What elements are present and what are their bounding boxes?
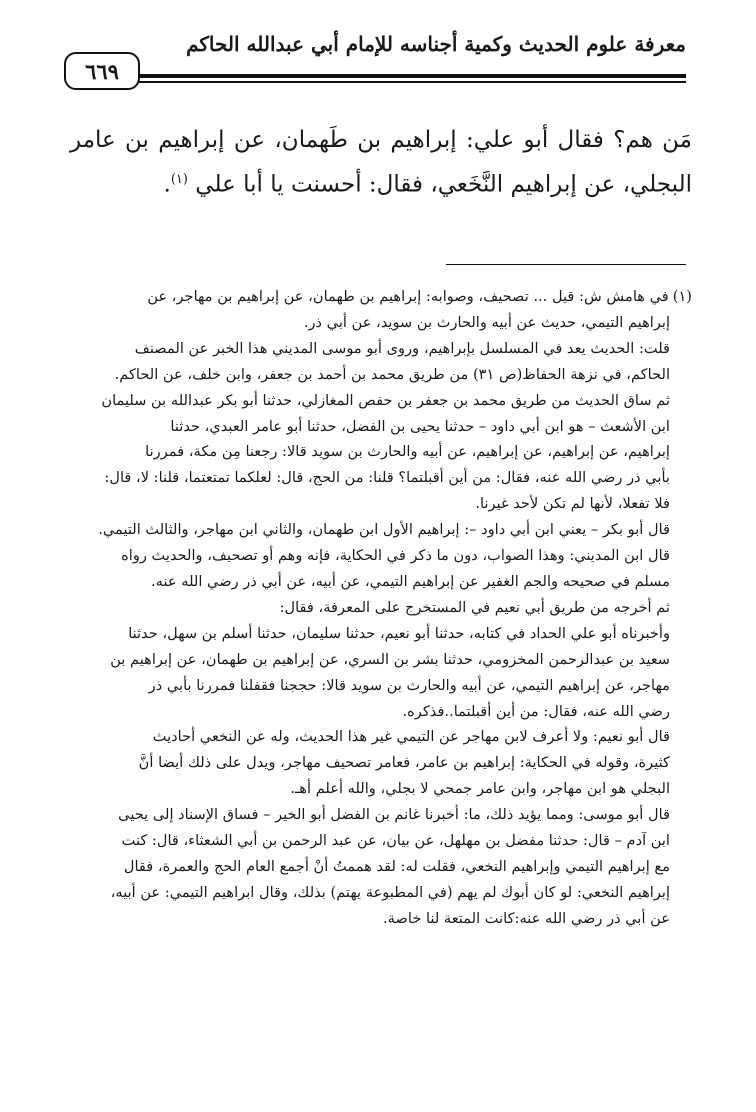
- footnotes: [64, 284, 692, 932]
- footnote-line: عن أبي ذر رضي الله عنه:كانت المتعة لنا خاصة.: [383, 909, 670, 927]
- footnote-line: وأخبرناه أبو علي الحداد في كتابه، حدثنا أبو نعيم، حدثنا سليمان، حدثنا أسلم بن سهل، حدثنا: [128, 624, 670, 642]
- footnote-line: البجلي هو ابن مهاجر، وابن عامر جمحي لا بجلي، والله أعلم أهـ.: [290, 780, 670, 798]
- footnote-line: مسلم في صحيحه والجم الغفير عن إبراهيم التيمي، عن أبيه، عن أبي ذر رضي الله عنه.: [151, 572, 670, 590]
- footnote-line: الحاكم، في نزهة الحفاظ(ص ٣١) من طريق محمد بن أحمد بن جعفر، وابن خلف، عن الحاكم.: [114, 365, 670, 383]
- page-header: [64, 28, 686, 88]
- footnote-line: إبراهيم التيمي، حديث عن أبيه والحارث بن سويد، عن أبي ذر.: [303, 313, 670, 331]
- header-rule-thick: [134, 74, 686, 78]
- footnote-line: مع إبراهيم التيمي وإبراهيم النخعي، فقلت له: لقد هممتُ أنْ أجمع العام الحج والعمرة، فقال: [123, 857, 670, 875]
- footnote-separator: [446, 264, 686, 265]
- footnote-line: ابن الأشعث – هو ابن أبي داود – حدثنا يحيى بن الفضل، حدثنا أبو عامر العبدي، حدثنا: [170, 417, 670, 435]
- footnote-line: إبراهيم، عن إبراهيم، عن إبراهيم، عن أبيه والحارث بن سويد قالا: رجعنا مِن مكة، فمررنا: [145, 443, 670, 461]
- footnote-line: سعيد بن عبدالرحمن المخزومي، حدثنا بشر بن السري، عن إبراهيم بن طهمان، عن إبراهيم بن: [110, 650, 670, 668]
- footnote-line: قال ابن المديني: وهذا الصواب، دون ما ذكر في الحكاية، فإنه وهم أو تصحيف، والحديث رواه: [121, 547, 670, 565]
- main-text: [70, 120, 692, 205]
- main-paragraph: [70, 120, 692, 205]
- footnote-line: قال أبو موسى: ومما يؤيد ذلك، ما: أخبرنا غانم بن الفضل أبو الخير – فساق الإسناد إلى يحيى: [118, 806, 670, 824]
- footnote-line: ابن آدم – قال: حدثنا مفضل بن مهلهل، عن بيان، عن عبد الرحمن بن أبي الشعثاء، قال: كنت: [121, 832, 670, 850]
- footnote-line: ثم أخرجه من طريق أبي نعيم في المستخرج على المعرفة، فقال:: [279, 598, 670, 616]
- header-rule-thin: [134, 81, 686, 83]
- footnote-line: قال أبو نعيم: ولا أعرف لابن مهاجر عن التيمي غير هذا الحديث، وله عن النخعي أحاديث: [152, 728, 670, 746]
- footnote-line: (١)في هامش ش: قيل ... تصحيف، وصوابه: إبراهيم بن طهمان، عن إبراهيم بن مهاجر، عن: [147, 288, 692, 305]
- footnote-line: فلا تفعلا، لأنها لم تكن لأحد غيرنا.: [475, 495, 670, 513]
- main-paragraph-end: .: [163, 171, 171, 198]
- footnote-line: كثيرة، وقوله في الحكاية: إبراهيم بن عامر، فعامر تصحيف مهاجر، ويدل على ذلك أيضا أنَّ: [138, 754, 670, 772]
- running-title: معرفة علوم الحديث وكمية أجناسه للإمام أبي عبدالله الحاكم: [186, 32, 686, 56]
- footnote-line: قلت: الحديث يعد في المسلسل بإبراهيم، وروى أبو موسى المديني هذا الخبر عن المصنف: [134, 339, 670, 357]
- main-paragraph-text: مَن هم؟ فقال أبو علي: إبراهيم بن طَهمان، عن إبراهيم بن عامر البجلي، عن إبراهيم النَّخَعي، فقال: أحسنت يا أبا علي: [70, 127, 692, 198]
- page-number: ٦٦٩: [64, 52, 140, 90]
- footnote-line: قال أبو بكر – يعني ابن أبي داود –: إبراهيم الأول ابن طهمان، والثاني ابن مهاجر، والثالث التيمي.: [98, 521, 670, 539]
- footnote-line: بأبي ذر رضي الله عنه، فقال: من أين أقبلتما؟ قلنا: من الحج، قال: لعلكما تمتعتما، قلنا: لا، قال:: [104, 469, 670, 487]
- footnote-marker: (١): [672, 288, 692, 305]
- footnote-line: ثم ساق الحديث من طريق محمد بن جعفر بن حفص المغازلي، حدثنا أبو بكر عبدالله بن سليمان: [101, 391, 670, 409]
- footnote-line: رضي الله عنه، فقال: من أين أقبلتما..فذكره.: [402, 702, 670, 720]
- footnote-line: إبراهيم النخعي: لو كان أبوك لم يهم (في المطبوعة يهتم) بذلك، وقال ابراهيم التيمي: عن أبيه،: [110, 883, 670, 901]
- footnote-line: مهاجر، عن إبراهيم التيمي، عن أبيه والحارث بن سويد قالا: حججنا فقفلنا فمررنا بأبي ذر: [148, 676, 670, 694]
- footnote-reference: (١): [170, 172, 188, 187]
